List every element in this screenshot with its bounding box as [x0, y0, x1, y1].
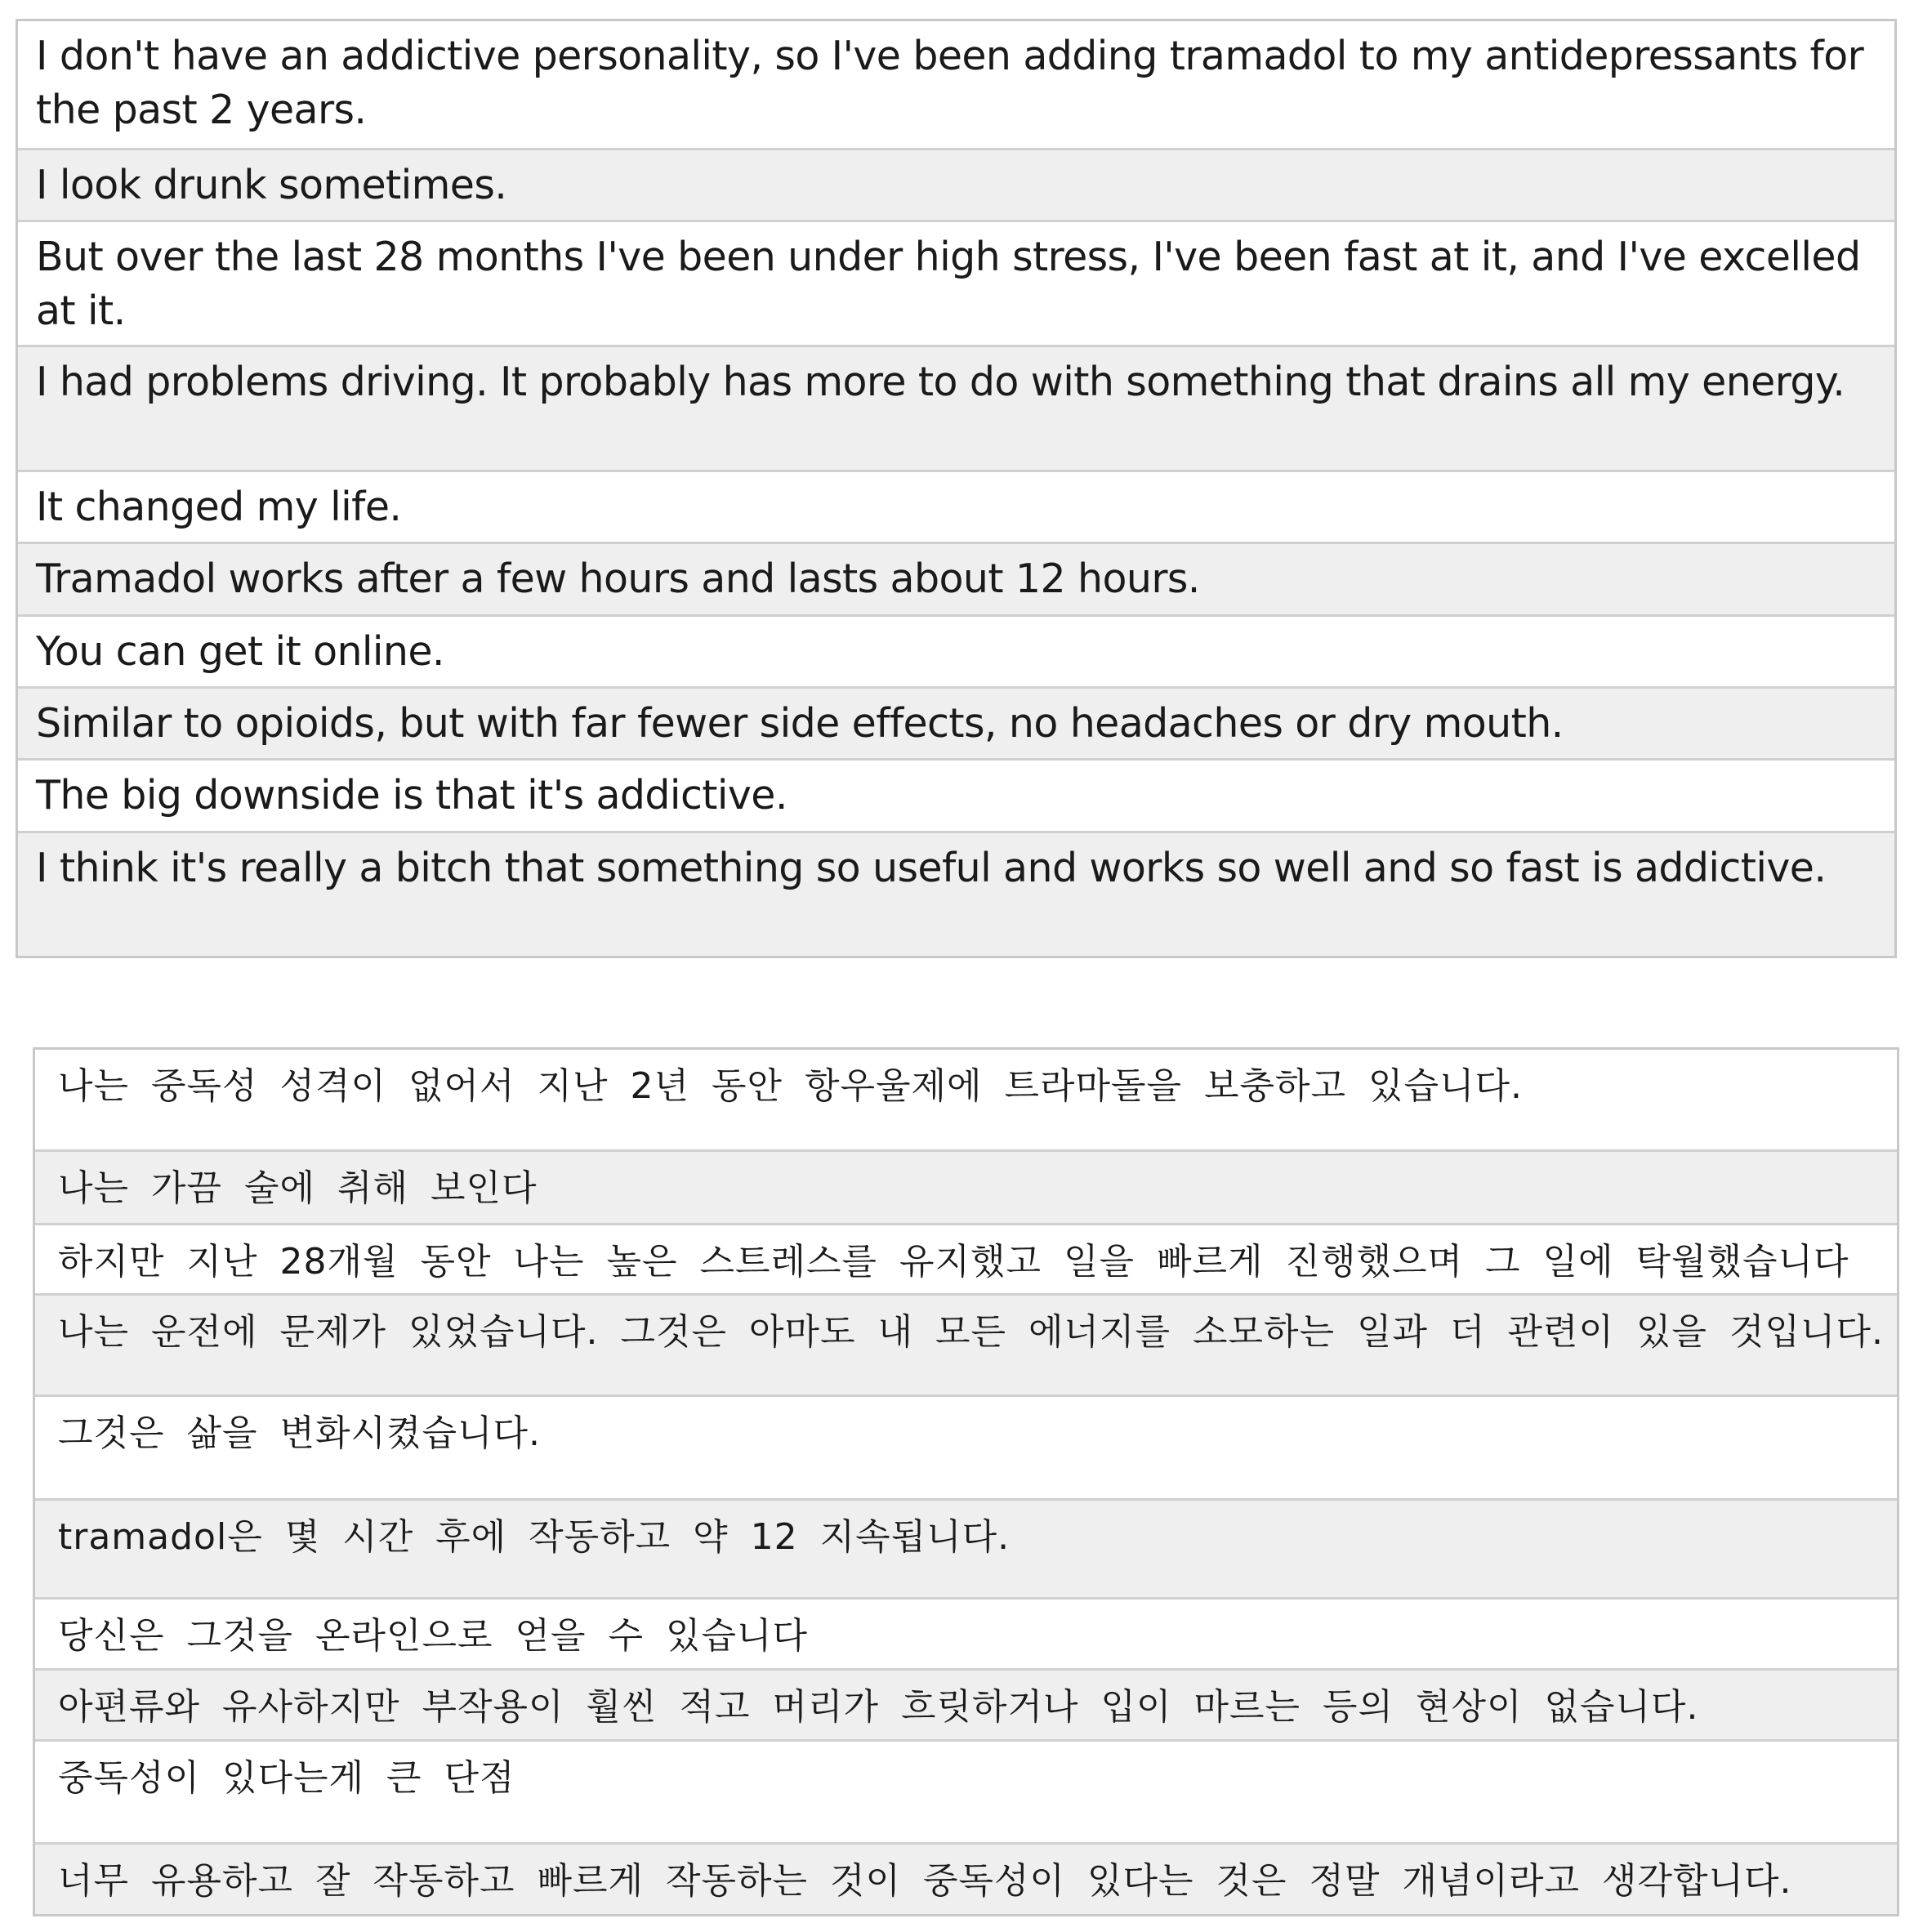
row-text: You can get it online. [36, 628, 444, 675]
row-text: The big downside is that it's addictive. [36, 772, 787, 819]
table-row [35, 1739, 1897, 1842]
table-row [35, 1668, 1897, 1739]
row-text: I don't have an addictive personality, so I've been adding tramadol to my antidepressants for the past 2 years. [36, 33, 1876, 133]
table-row [18, 220, 1894, 345]
row-text: 중독성이 있다는게 큰 단점 [58, 1757, 515, 1799]
row-text: I think it's really a bitch that something so useful and works so well and so fast is addictive. [36, 845, 1827, 891]
row-text: 그것은 삶을 변화시켰습니다. [58, 1412, 542, 1454]
row-text: 나는 중독성 성격이 없어서 지난 2년 동안 항우울제에 트라마돌을 보충하고 있습니다. [58, 1065, 1523, 1107]
table-row [18, 614, 1894, 686]
table-row [35, 1498, 1897, 1597]
row-text: 나는 운전에 문제가 있었습니다. 그것은 아마도 내 모든 에너지를 소모하는 일과 더 관련이 있을 것입니다. [58, 1311, 1884, 1353]
row-text: 당신은 그것을 온라인으로 얻을 수 있습니다 [58, 1615, 809, 1657]
table-row [35, 1050, 1897, 1149]
row-text: It changed my life. [36, 484, 402, 530]
row-text: 나는 가끔 술에 취해 보인다 [58, 1167, 538, 1209]
row-text: 너무 유용하고 잘 작동하고 빠르게 작동하는 것이 중독성이 있다는 것은 정말 개념이라고 생각합니다. [58, 1860, 1792, 1902]
table-row [35, 1223, 1897, 1293]
row-text: tramadol은 몇 시간 후에 작동하고 약 12 지속됩니다. [58, 1516, 1011, 1558]
table-row [18, 21, 1894, 148]
table-row [18, 470, 1894, 542]
table-row [35, 1597, 1897, 1668]
table-row [18, 831, 1894, 956]
table-row [35, 1842, 1897, 1914]
korean-text-table [33, 1047, 1899, 1916]
table-row [18, 758, 1894, 831]
table-row [35, 1149, 1897, 1223]
row-text: I had problems driving. It probably has more to do with something that drains all my energy. [36, 359, 1845, 405]
table-row [35, 1293, 1897, 1394]
table-row [18, 542, 1894, 614]
table-row [35, 1394, 1897, 1498]
row-text: Tramadol works after a few hours and lasts about 12 hours. [36, 556, 1200, 602]
row-text: Similar to opioids, but with far fewer side effects, no headaches or dry mouth. [36, 700, 1564, 747]
row-text: 아편류와 유사하지만 부작용이 훨씬 적고 머리가 흐릿하거나 입이 마르는 등의 현상이 없습니다. [58, 1686, 1699, 1728]
table-row [18, 345, 1894, 470]
table-row [18, 686, 1894, 758]
table-row [18, 148, 1894, 220]
row-text: 하지만 지난 28개월 동안 나는 높은 스트레스를 유지했고 일을 빠르게 진행했으며 그 일에 탁월했습니다 [58, 1241, 1849, 1283]
english-text-table [16, 19, 1897, 958]
row-text: But over the last 28 months I've been under high stress, I've been fast at it, and I've excelled at it. [36, 234, 1873, 334]
row-text: I look drunk sometimes. [36, 162, 507, 208]
